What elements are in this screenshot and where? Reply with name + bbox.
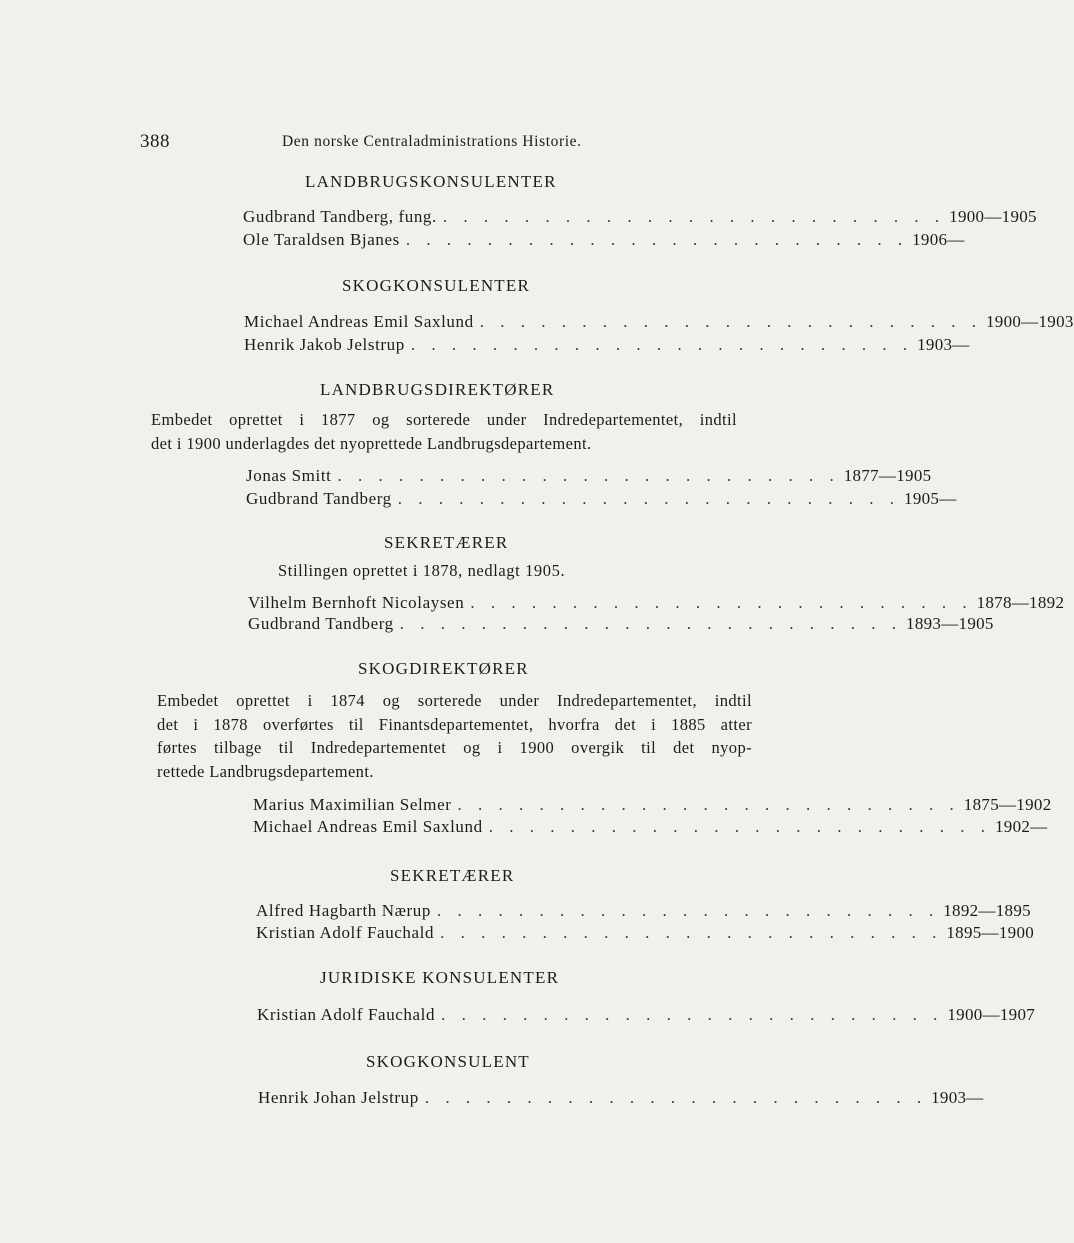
entry-row bbox=[246, 489, 957, 511]
section-heading: SKOGKONSULENTER bbox=[342, 276, 530, 295]
entry-name: Michael Andreas Emil Saxlund bbox=[253, 817, 483, 836]
entry-row bbox=[244, 335, 970, 357]
section-heading: SEKRETÆRER bbox=[384, 533, 509, 552]
entry-years: 1903— bbox=[931, 1088, 984, 1107]
leader-dots: . . . . . . . . . . . . . . . . . . . . . . . . . bbox=[337, 466, 840, 485]
paragraph-line: rettede Landbrugsdepartement. bbox=[157, 761, 374, 781]
entry-row bbox=[256, 923, 1035, 945]
leader-dots: . . . . . . . . . . . . . . . . . . . . . . . . . bbox=[440, 923, 943, 942]
entry-name: Gudbrand Tandberg, fung. bbox=[243, 207, 437, 226]
paragraph-line: førtes tilbage til Indredepartementet og i 1900 overgik til det nyop- bbox=[157, 738, 752, 757]
paragraph bbox=[151, 408, 737, 455]
leader-dots: . . . . . . . . . . . . . . . . . . . . . . . . . bbox=[410, 335, 914, 354]
entry-years: 1892—1895 bbox=[943, 901, 1031, 920]
leader-dots: . . . . . . . . . . . . . . . . . . . . . . . . . bbox=[442, 207, 946, 226]
paragraph-line: Embedet oprettet i 1877 og sorterede under Indredepartementet, indtil bbox=[151, 410, 737, 429]
entry-name: Alfred Hagbarth Nærup bbox=[256, 901, 431, 920]
entry-name: Jonas Smitt bbox=[246, 466, 332, 485]
page-number: 388 bbox=[140, 131, 170, 152]
leader-dots: . . . . . . . . . . . . . . . . . . . . . . . . . bbox=[405, 230, 909, 249]
paragraph-line: det i 1878 overførtes til Finantsdepartementet, hvorfra det i 1885 atter bbox=[157, 714, 752, 734]
entry-row bbox=[253, 795, 1052, 817]
leader-dots: . . . . . . . . . . . . . . . . . . . . . . . . . bbox=[479, 312, 982, 331]
entry-years: 1903— bbox=[917, 335, 970, 354]
entry-row bbox=[257, 1005, 1036, 1027]
section-heading: SKOGKONSULENT bbox=[366, 1052, 530, 1071]
entry-row bbox=[258, 1088, 984, 1110]
entry-years: 1875—1902 bbox=[963, 795, 1052, 814]
entry-years: 1905— bbox=[904, 489, 957, 508]
entry-row bbox=[243, 230, 965, 252]
section-heading: SEKRETÆRER bbox=[390, 866, 515, 885]
section-heading: LANDBRUGSDIREKTØRER bbox=[320, 380, 555, 399]
leader-dots: . . . . . . . . . . . . . . . . . . . . . . . . . bbox=[470, 593, 973, 612]
entry-years: 1906— bbox=[912, 230, 965, 249]
paragraph-line: det i 1900 underlagdes det nyoprettede Landbrugsdepartement. bbox=[151, 433, 592, 453]
entry-name: Kristian Adolf Fauchald bbox=[257, 1005, 436, 1024]
entry-years: 1895—1900 bbox=[946, 923, 1035, 942]
entry-name: Gudbrand Tandberg bbox=[246, 489, 392, 508]
paragraph-line: Embedet oprettet i 1874 og sorterede under Indredepartementet, indtil bbox=[157, 691, 752, 710]
entry-row bbox=[244, 312, 1074, 334]
section-note: Stillingen oprettet i 1878, nedlagt 1905. bbox=[278, 561, 566, 580]
leader-dots: . . . . . . . . . . . . . . . . . . . . . . . . . bbox=[488, 817, 991, 836]
leader-dots: . . . . . . . . . . . . . . . . . . . . . . . . . bbox=[437, 901, 940, 920]
section-heading: SKOGDIREKTØRER bbox=[358, 659, 529, 678]
entry-row bbox=[248, 593, 1065, 615]
entry-row bbox=[243, 207, 1037, 229]
leader-dots: . . . . . . . . . . . . . . . . . . . . . . . . . bbox=[441, 1005, 944, 1024]
entry-row bbox=[248, 614, 994, 636]
entry-name: Henrik Johan Jelstrup bbox=[258, 1088, 419, 1107]
leader-dots: . . . . . . . . . . . . . . . . . . . . . . . . . bbox=[397, 489, 901, 508]
entry-years: 1893—1905 bbox=[906, 614, 994, 633]
entry-name: Vilhelm Bernhoft Nicolaysen bbox=[248, 593, 465, 612]
entry-name: Marius Maximilian Selmer bbox=[253, 795, 452, 814]
entry-years: 1877—1905 bbox=[843, 466, 932, 485]
section-heading: LANDBRUGSKONSULENTER bbox=[305, 172, 557, 191]
paragraph bbox=[157, 689, 752, 783]
section-heading: JURIDISKE KONSULENTER bbox=[320, 968, 560, 987]
entry-row bbox=[256, 901, 1031, 923]
leader-dots: . . . . . . . . . . . . . . . . . . . . . . . . . bbox=[457, 795, 960, 814]
entry-name: Gudbrand Tandberg bbox=[248, 614, 394, 633]
entry-name: Ole Taraldsen Bjanes bbox=[243, 230, 400, 249]
entry-years: 1900—1905 bbox=[949, 207, 1037, 226]
entry-years: 1902— bbox=[994, 817, 1048, 836]
entry-name: Henrik Jakob Jelstrup bbox=[244, 335, 405, 354]
entry-years: 1878—1892 bbox=[976, 593, 1065, 612]
leader-dots: . . . . . . . . . . . . . . . . . . . . . . . . . bbox=[399, 614, 903, 633]
entry-years: 1900—1903 bbox=[985, 312, 1074, 331]
leader-dots: . . . . . . . . . . . . . . . . . . . . . . . . . bbox=[424, 1088, 928, 1107]
entry-row bbox=[246, 466, 932, 488]
running-head: Den norske Centraladministrations Historie. bbox=[282, 133, 582, 150]
entry-name: Kristian Adolf Fauchald bbox=[256, 923, 435, 942]
entry-row bbox=[253, 817, 1048, 839]
entry-years: 1900—1907 bbox=[947, 1005, 1036, 1024]
entry-name: Michael Andreas Emil Saxlund bbox=[244, 312, 474, 331]
